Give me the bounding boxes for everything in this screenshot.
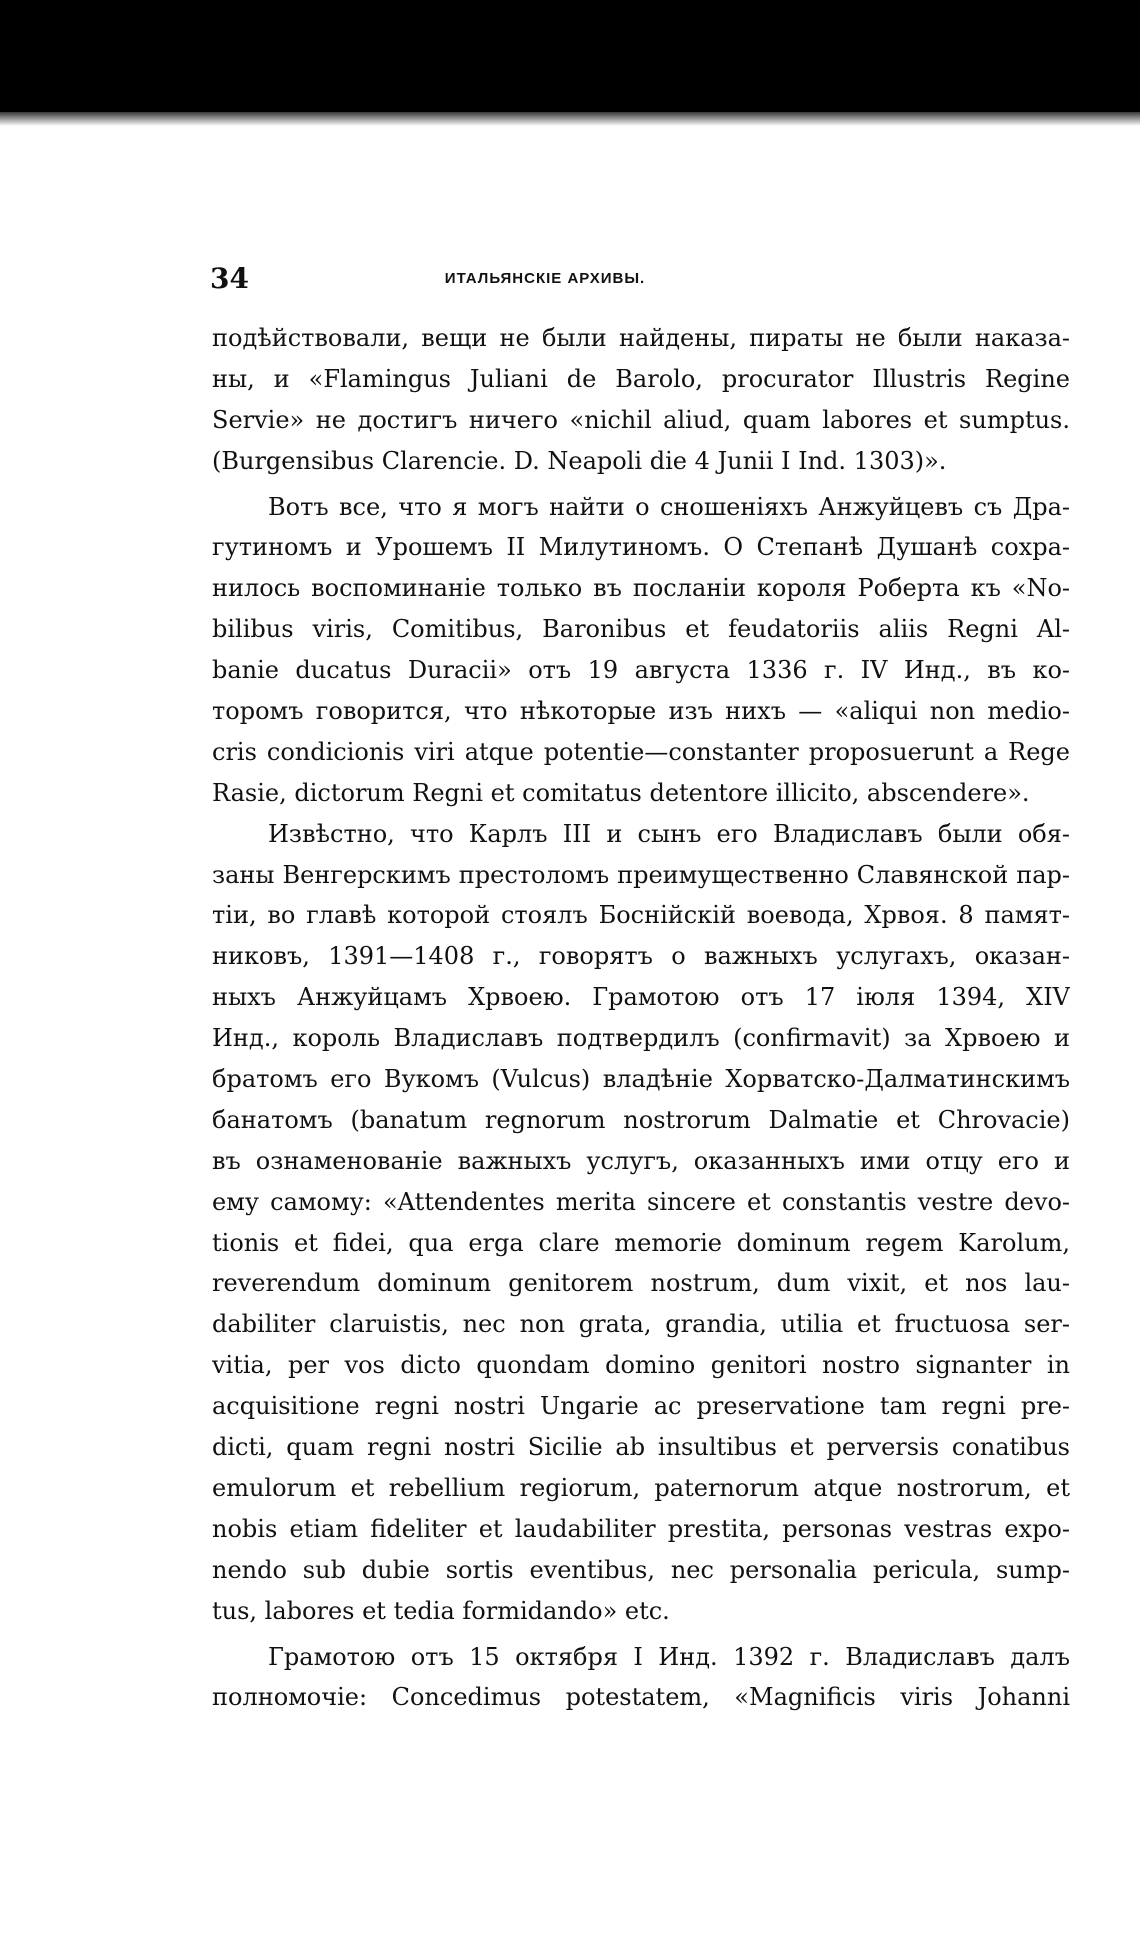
text-line: (Burgensibus Clarencie. D. Neapoli die 4 Junii I Ind. 1303)». [212,446,947,475]
scan-border [0,0,1140,112]
text-line: подѣйствовали, вещи не были найдены, пираты не были наказа- [212,324,1070,352]
text-line: ныхъ Анжуйцамъ Хрвоею. Грамотою отъ 17 іюля 1394, XIV [212,983,1070,1012]
text-line: tionis et fidei, qua erga clare memorie dominum regem Karolum, [212,1228,1070,1257]
text-line: торомъ говорится, что нѣкоторые изъ нихъ — «aliqui non medio- [212,697,1070,726]
text-line: никовъ, 1391—1408 г., говорятъ о важныхъ услугахъ, оказан- [212,942,1070,971]
page-number: 34 [210,262,249,295]
text-line: полномочіе: Concedimus potestatem, «Magnificis viris Johanni [212,1683,1070,1712]
body-text [212,318,1070,1718]
text-line: Rasie, dictorum Regni et comitatus detentore illicito, abscendere». [212,778,1030,807]
text-line: cris condicionis viri atque potentie—constanter proposuerunt a Rege [212,737,1070,766]
text-line: ему самому: «Attendentes merita sincere et constantis vestre devo- [212,1187,1070,1216]
text-line: dabiliter claruistis, nec non grata, grandia, utilia et fructuosa ser- [212,1310,1070,1339]
text-line: banie ducatus Duracii» отъ 19 августа 1336 г. IV Инд., въ ко- [212,656,1070,685]
text-line: банатомъ (banatum regnorum nostrorum Dalmatie et Chrovacie) [212,1105,1070,1134]
text-line: tus, labores et tedia formidando» etc. [212,1596,670,1625]
text-line: Извѣстно, что Карлъ III и сынъ его Владиславъ были обя- [268,819,1070,848]
text-line: vitia, per vos dicto quondam domino genitori nostro signanter in [212,1351,1070,1380]
text-line: заны Венгерскимъ престоломъ преимущественно Славянской пар- [212,860,1070,889]
text-line: dicti, quam regni nostri Sicilie ab insultibus et perversis conatibus [212,1433,1070,1462]
text-line: нилось воспоминаніе только въ посланіи короля Роберта къ «No- [212,574,1070,603]
text-line: тіи, во главѣ которой стоялъ Боснійскій воевода, Хрвоя. 8 памят- [212,901,1070,930]
running-title: ИТАЛЬЯНСКІЕ АРХИВЫ. [444,270,646,287]
text-line: Грамотою отъ 15 октября I Инд. 1392 г. Владиславъ далъ [268,1642,1070,1671]
text-line: acquisitione regni nostri Ungarie ac preservatione tam regni pre- [212,1392,1070,1421]
text-line: emulorum et rebellium regiorum, paternorum atque nostrorum, et [212,1473,1070,1502]
text-line: ны, и «Flamingus Juliani de Barolo, procurator Illustris Regine [212,364,1070,393]
text-line: Инд., король Владиславъ подтвердилъ (confirmavit) за Хрвоею и [212,1024,1070,1053]
text-line: гутиномъ и Урошемъ II Милутиномъ. О Степанѣ Душанѣ сохра- [212,533,1070,562]
text-line: bilibus viris, Comitibus, Baronibus et feudatoriis aliis Regni Al- [212,615,1070,644]
text-line: reverendum dominum genitorem nostrum, dum vixit, et nos lau- [212,1269,1070,1298]
running-header [210,262,1070,298]
text-line: nendo sub dubie sortis eventibus, nec personalia pericula, sump- [212,1555,1070,1584]
text-line: Servie» не достигъ ничего «nichil aliud, quam labores et sumptus. [212,405,1070,434]
text-line: братомъ его Вукомъ (Vulcus) владѣніе Хорватско-Далматинскимъ [212,1065,1070,1094]
text-line: nobis etiam fideliter et laudabiliter prestita, personas vestras expo- [212,1514,1070,1543]
text-line: въ ознаменованіе важныхъ услугъ, оказанныхъ ими отцу его и [212,1146,1070,1175]
text-line: Вотъ все, что я могъ найти о сношеніяхъ Анжуйцевъ съ Дра- [268,492,1070,521]
